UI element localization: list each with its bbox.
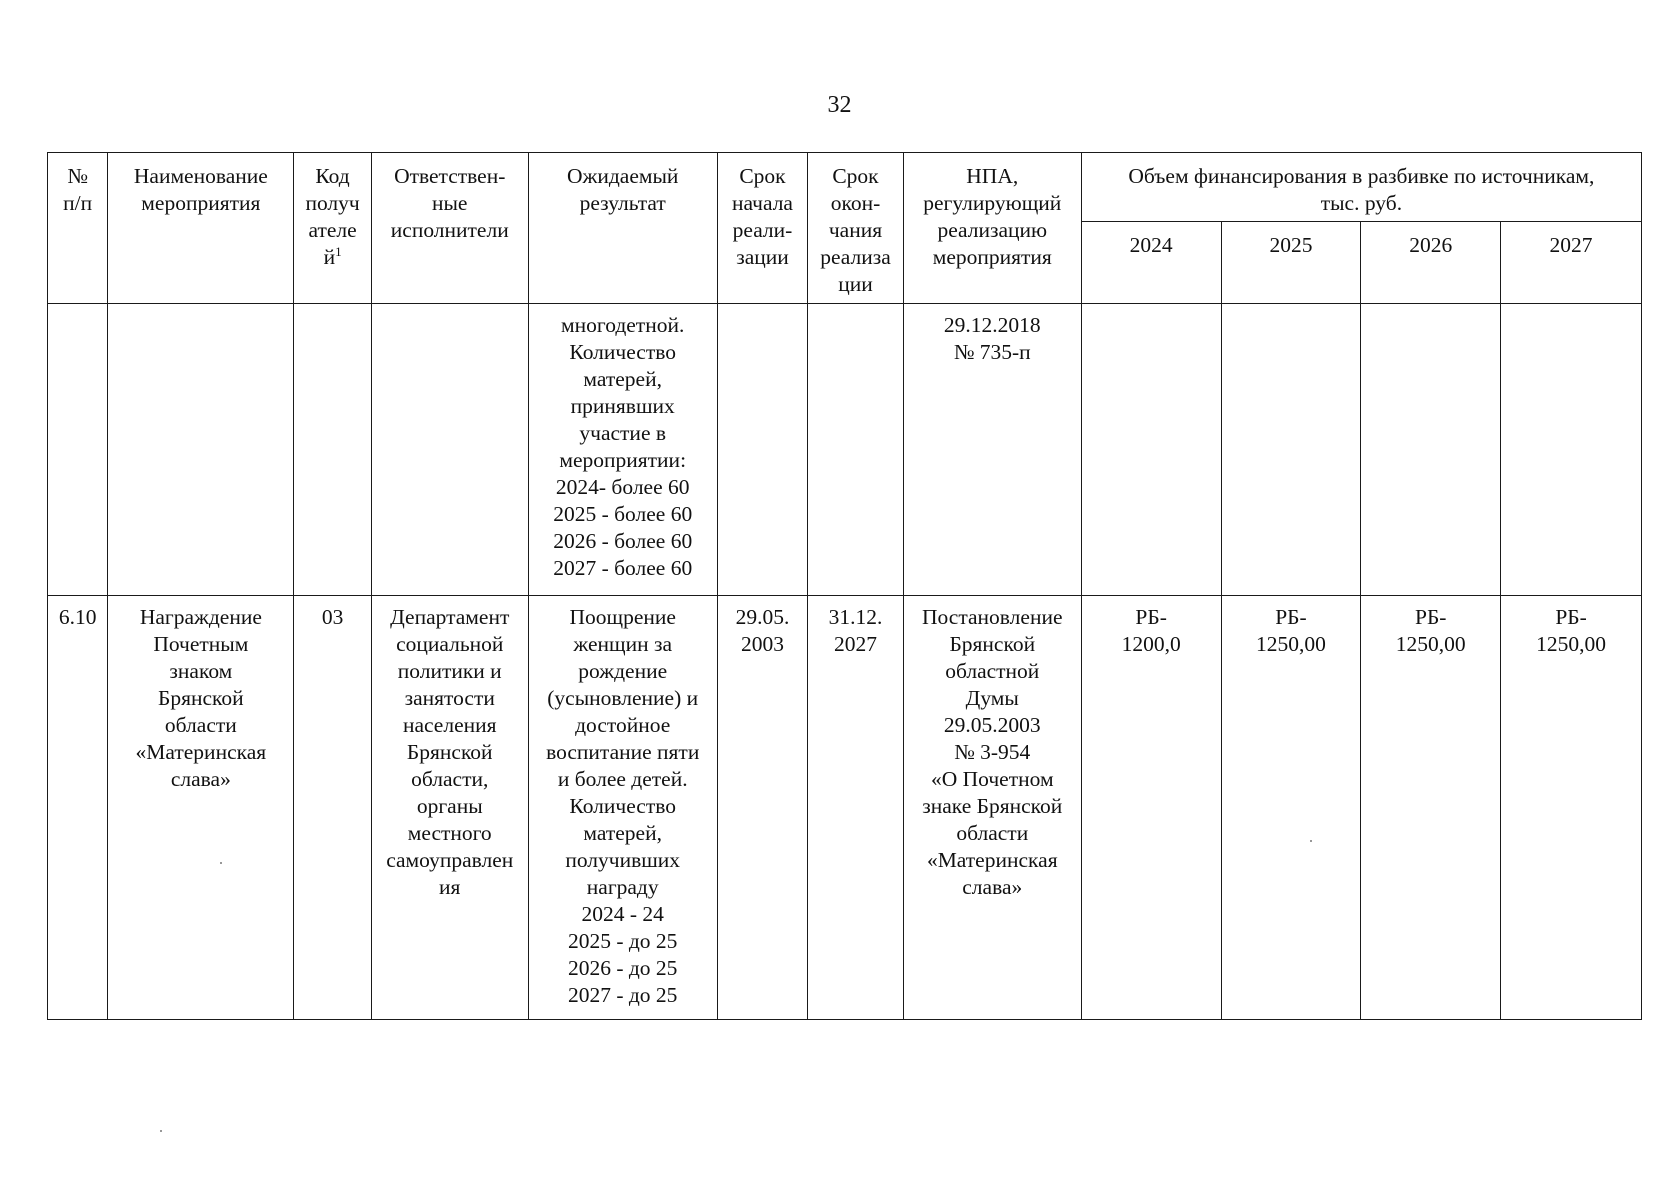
scan-speck <box>160 1130 162 1132</box>
header-year-2026: 2026 <box>1361 222 1501 304</box>
header-npa: НПА, регулирующий реализацию мероприятия <box>903 153 1081 304</box>
cell-start <box>717 304 808 596</box>
cell-npa: 29.12.2018 № 735-п <box>903 304 1081 596</box>
header-code-text: Код получ ателе й <box>305 164 360 269</box>
scan-speck <box>1310 840 1312 842</box>
cell-name: Награждение Почетным знаком Брянской области «Материнская слава» <box>108 596 294 1020</box>
cell-code: 03 <box>294 596 371 1020</box>
cell-start: 29.05. 2003 <box>717 596 808 1020</box>
header-year-2024: 2024 <box>1081 222 1221 304</box>
cell-num <box>48 304 108 596</box>
header-num: № п/п <box>48 153 108 304</box>
header-year-2025: 2025 <box>1221 222 1361 304</box>
cell-2024 <box>1081 304 1221 596</box>
cell-2026 <box>1361 304 1501 596</box>
cell-num: 6.10 <box>48 596 108 1020</box>
cell-name <box>108 304 294 596</box>
cell-npa: Постановление Брянской областной Думы 29.05.2003 № 3-954 «О Почетном знаке Брянской области «Материнская слава» <box>903 596 1081 1020</box>
cell-2027: РБ- 1250,00 <box>1501 596 1642 1020</box>
header-end: Срок окон- чания реализа ции <box>808 153 904 304</box>
cell-2024: РБ- 1200,0 <box>1081 596 1221 1020</box>
cell-result: многодетной. Количество матерей, принявших участие в мероприятии: 2024- более 60 2025 - более 60 2026 - более 60 2027 - более 60 <box>528 304 717 596</box>
header-name: Наименование мероприятия <box>108 153 294 304</box>
cell-2027 <box>1501 304 1642 596</box>
cell-result: Поощрение женщин за рождение (усыновление) и достойное воспитание пяти и более детей. Количество матерей, получивших награду 2024 - 24 2025 - до 25 2026 - до 25 2027 - до 25 <box>528 596 717 1020</box>
table-row <box>48 596 1642 1020</box>
cell-end: 31.12. 2027 <box>808 596 904 1020</box>
scan-speck <box>220 862 222 864</box>
header-row <box>48 153 1642 222</box>
events-table <box>47 152 1642 1020</box>
header-code <box>294 153 371 304</box>
cell-responsible <box>371 304 528 596</box>
cell-code <box>294 304 371 596</box>
cell-2025: РБ- 1250,00 <box>1221 596 1361 1020</box>
header-responsible: Ответствен- ные исполнители <box>371 153 528 304</box>
cell-2026: РБ- 1250,00 <box>1361 596 1501 1020</box>
cell-end <box>808 304 904 596</box>
header-funding: Объем финансирования в разбивке по источникам, тыс. руб. <box>1081 153 1641 222</box>
header-result: Ожидаемый результат <box>528 153 717 304</box>
cell-2025 <box>1221 304 1361 596</box>
header-code-footnote: 1 <box>335 243 342 259</box>
table-row <box>48 304 1642 596</box>
page-number: 32 <box>827 92 852 118</box>
cell-responsible: Департамент социальной политики и занятости населения Брянской области, органы местного самоуправлен ия <box>371 596 528 1020</box>
header-start: Срок начала реали- зации <box>717 153 808 304</box>
header-year-2027: 2027 <box>1501 222 1642 304</box>
